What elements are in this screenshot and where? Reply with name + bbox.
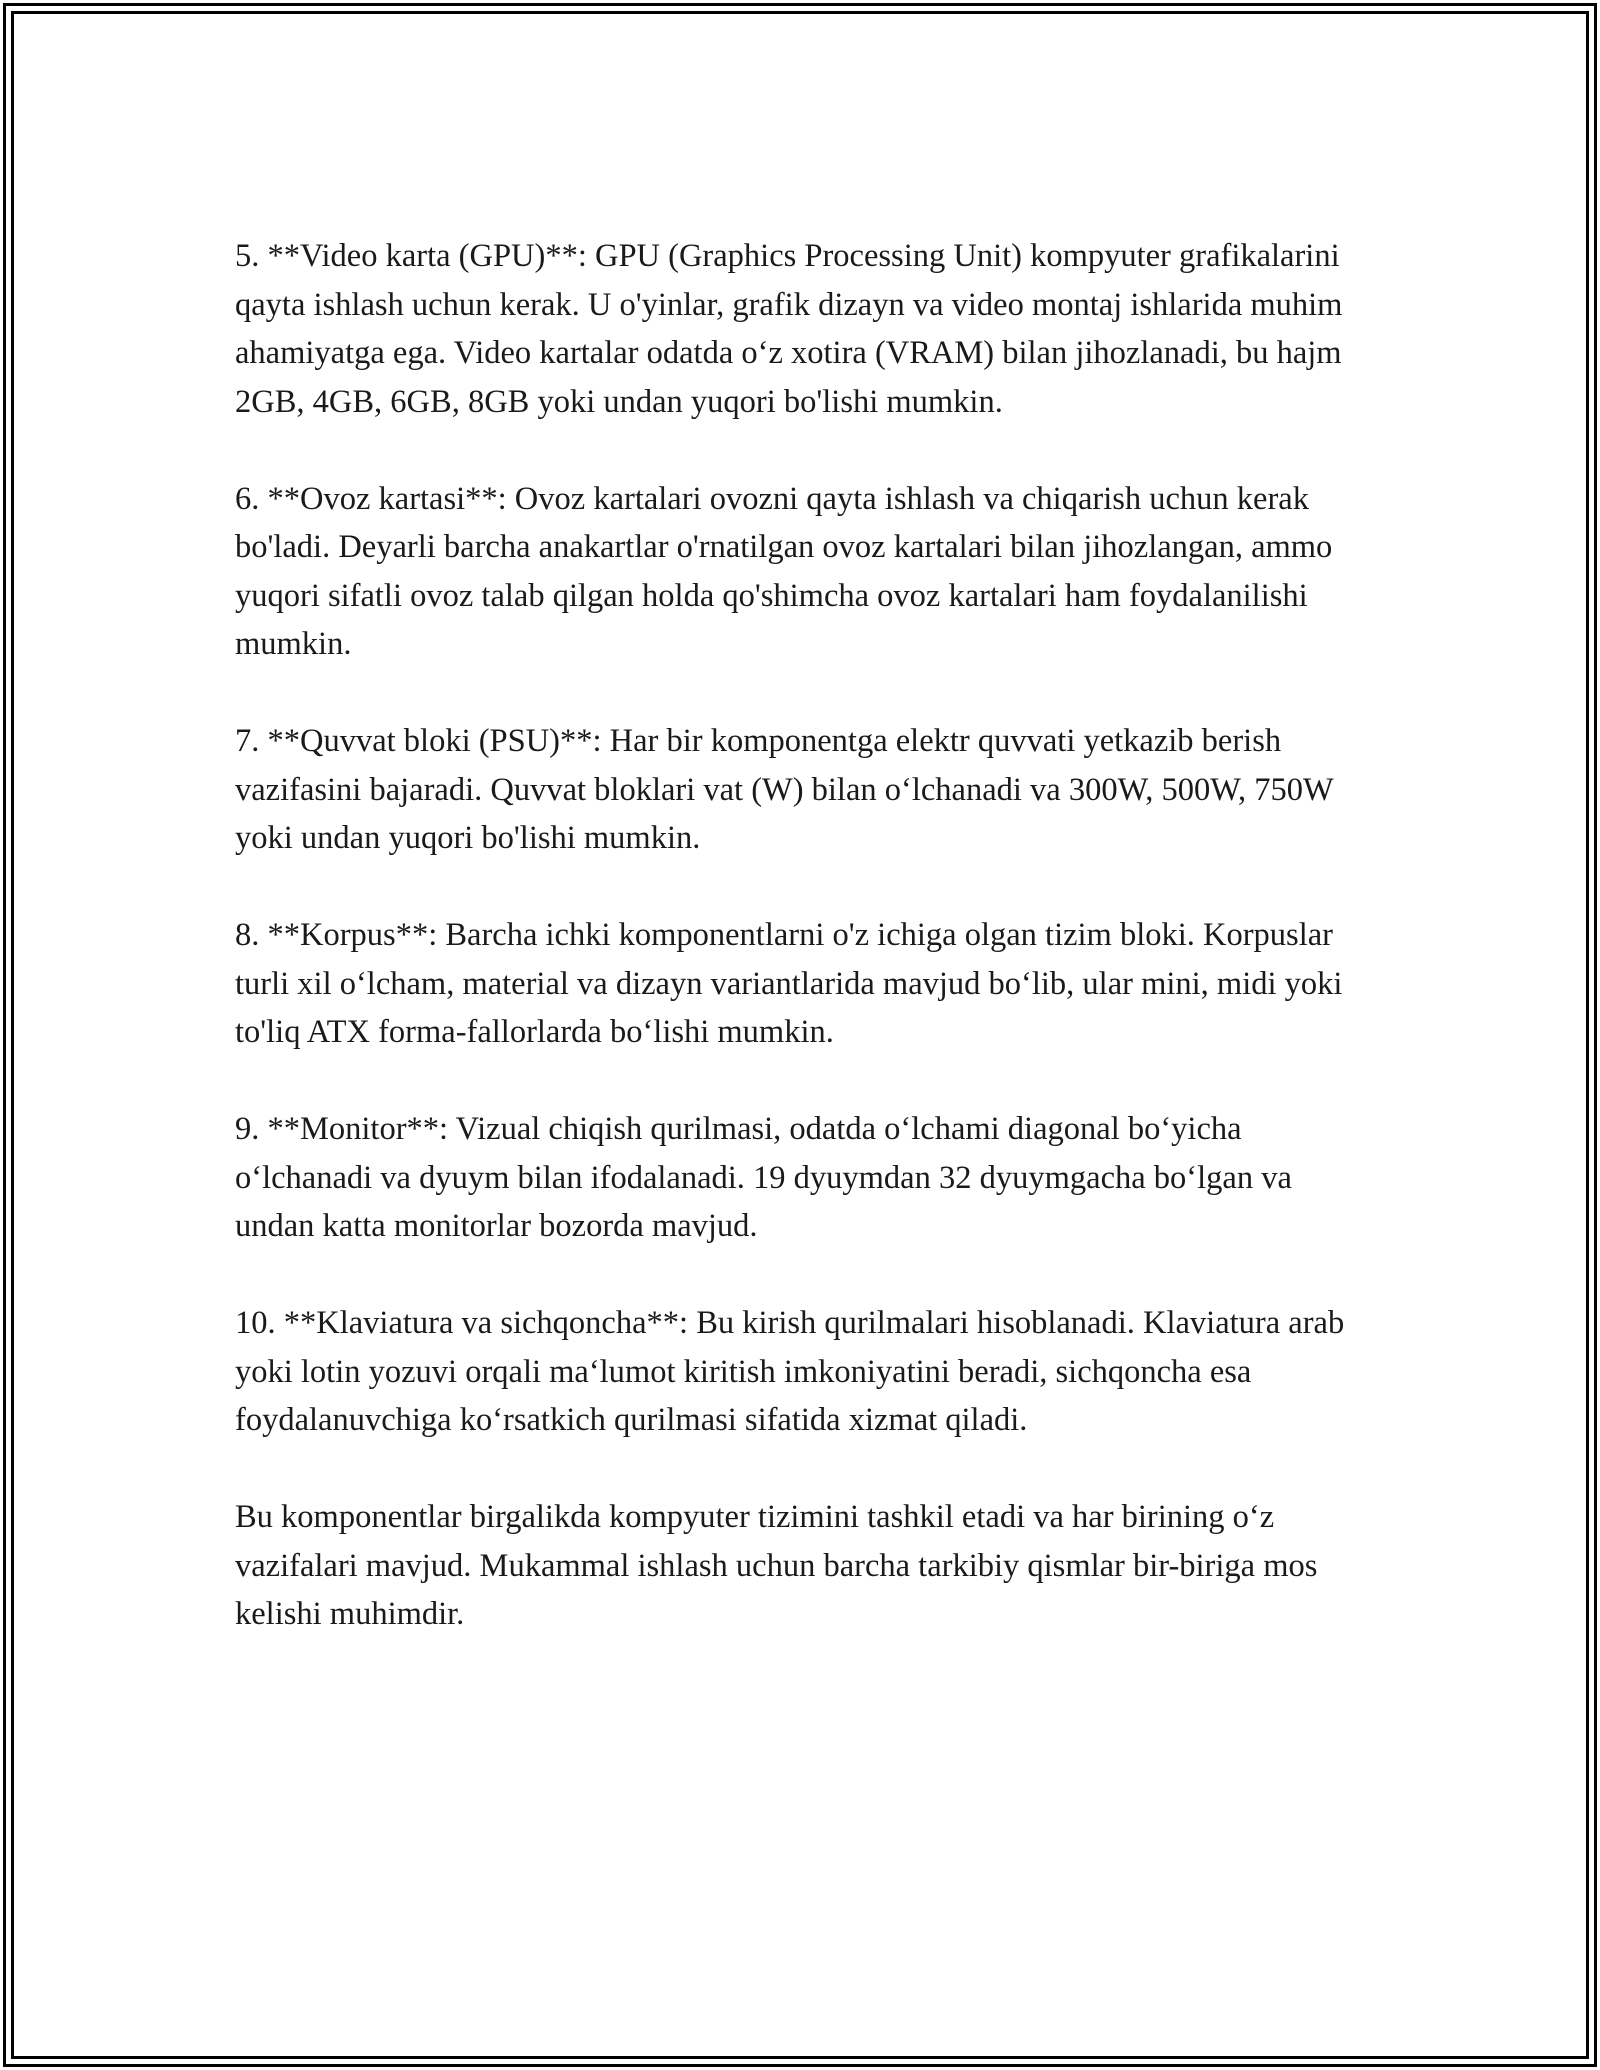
paragraph-keyboard-mouse: 10. **Klaviatura va sichqoncha**: Bu kirish qurilmalari hisoblanadi. Klaviatura arab yoki lotin yozuvi orqali ma‘lumot kiritish imkoniyatini beradi, sichqoncha esa foydalanuvchiga ko‘rsatkich qurilmasi sifatida xizmat qiladi. [235,1305,1345,1438]
paragraph-power-supply: 7. **Quvvat bloki (PSU)**: Har bir komponentga elektr quvvati yetkazib berish vazifasini bajaradi. Quvvat bloklari vat (W) bilan o‘lchanadi va 300W, 500W, 750W yoki undan yuqori bo'lishi mumkin. [235,723,1334,856]
paragraph-sound-card: 6. **Ovoz kartasi**: Ovoz kartalari ovozni qayta ishlash va chiqarish uchun kerak bo'ladi. Deyarli barcha anakartlar o'rnatilgan ovoz kartalari bilan jihozlangan, ammo yuqori sifatli ovoz talab qilgan holda qo'shimcha ovoz kartalari ham foydalanilishi mumkin. [235,480,1333,662]
paragraph-conclusion: Bu komponentlar birgalikda kompyuter tizimini tashkil etadi va har birining o‘z vazifalari mavjud. Mukammal ishlash uchun barcha tarkibiy qismlar bir-biriga mos kelishi muhimdir. [235,1499,1318,1632]
paragraph-case: 8. **Korpus**: Barcha ichki komponentlarni o'z ichiga olgan tizim bloki. Korpuslar turli xil o‘lcham, material va dizayn variantlarida mavjud bo‘lib, ular mini, midi yoki to'liq ATX forma-fallorlarda bo‘lishi mumkin. [235,917,1343,1050]
paragraph-video-card: 5. **Video karta (GPU)**: GPU (Graphics Processing Unit) kompyuter grafikalarini qayta ishlash uchun kerak. U o'yinlar, grafik dizayn va video montaj ishlarida muhim ahamiyatga ega. Video kartalar odatda o‘z xotira (VRAM) bilan jihozlanadi, bu hajm 2GB, 4GB, 6GB, 8GB yoki undan yuqori bo'lishi mumkin. [235,238,1343,420]
paragraph-monitor: 9. **Monitor**: Vizual chiqish qurilmasi, odatda o‘lchami diagonal bo‘yicha o‘lchanadi va dyuym bilan ifodalanadi. 19 dyuymdan 32 dyuymgacha bo‘lgan va undan katta monitorlar bozorda mavjud. [235,1111,1292,1244]
document-body [235,232,1375,1639]
